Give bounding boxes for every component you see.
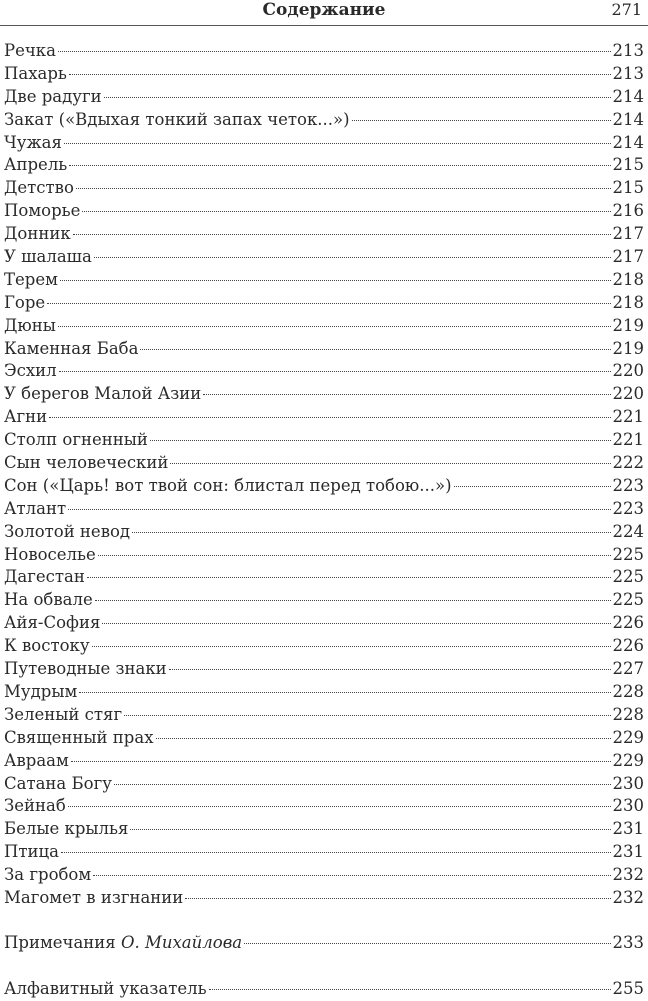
- toc-entry-title: [4, 932, 242, 955]
- dot-leader: [58, 326, 611, 327]
- toc-entry-title: За гробом: [4, 865, 92, 885]
- toc-entry[interactable]: [4, 612, 644, 635]
- dot-leader: [102, 623, 610, 624]
- toc-entry-title: Сатана Богу: [4, 773, 112, 793]
- toc-entry[interactable]: [4, 63, 644, 86]
- dot-leader: [169, 669, 611, 670]
- toc-entry-title: Золотой невод: [4, 521, 131, 541]
- page-number: 271: [611, 0, 642, 19]
- toc-entry-notes[interactable]: [4, 932, 644, 955]
- toc-entry[interactable]: [4, 315, 644, 338]
- header-divider: [0, 25, 648, 26]
- toc-entry-page: 224: [612, 521, 644, 541]
- toc-entry-title: Магомет в изгнании: [4, 887, 184, 907]
- toc-entry[interactable]: [4, 589, 644, 612]
- toc-entry[interactable]: [4, 154, 644, 177]
- dot-leader: [68, 509, 610, 510]
- toc-entry-title: На обвале: [4, 590, 93, 610]
- toc-entry[interactable]: [4, 864, 644, 887]
- toc-entry[interactable]: [4, 292, 644, 315]
- toc-entry-page: 230: [612, 773, 644, 793]
- toc-entry[interactable]: [4, 360, 644, 383]
- toc-entry-page: 232: [612, 865, 644, 885]
- toc-entry-page: 225: [612, 544, 644, 564]
- dot-leader: [59, 371, 611, 372]
- toc-entry-title: Священный прах: [4, 727, 154, 747]
- toc-entry[interactable]: [4, 200, 644, 223]
- toc-entry-title: К востоку: [4, 636, 90, 656]
- toc-entry-title: Авраам: [4, 750, 69, 770]
- dot-leader: [156, 738, 611, 739]
- dot-leader: [87, 577, 611, 578]
- toc-entry-title: Донник: [4, 224, 71, 244]
- toc-entry[interactable]: [4, 40, 644, 63]
- toc-entry-page: 255: [612, 979, 644, 998]
- toc-entry-title: Детство: [4, 178, 74, 198]
- toc-entry-page: 221: [612, 430, 644, 450]
- dot-leader: [98, 555, 611, 556]
- toc-entry-title: Путеводные знаки: [4, 659, 167, 679]
- toc-entry[interactable]: [4, 704, 644, 727]
- dot-leader: [92, 646, 611, 647]
- toc-entry-page: 223: [612, 498, 644, 518]
- toc-entry-title: Две радуги: [4, 86, 102, 106]
- toc-entry-title: Атлант: [4, 498, 67, 518]
- toc-entry[interactable]: [4, 429, 644, 452]
- dot-leader: [203, 394, 610, 395]
- toc-entry-page: 229: [612, 727, 644, 747]
- toc-entry-page: 217: [612, 247, 644, 267]
- dot-leader: [49, 417, 610, 418]
- page-title: Содержание: [262, 0, 386, 20]
- toc-entry-title: Птица: [4, 842, 59, 862]
- toc-entry-page: 219: [612, 315, 644, 335]
- toc-entry-title: Эсхил: [4, 361, 57, 381]
- toc-entry-page: 229: [612, 750, 644, 770]
- toc-entry[interactable]: [4, 223, 644, 246]
- toc-entry[interactable]: [4, 177, 644, 200]
- toc-entry-title: Белые крылья: [4, 819, 129, 839]
- toc-entry-page: 214: [612, 86, 644, 106]
- dot-leader: [95, 600, 611, 601]
- dot-leader: [69, 74, 611, 75]
- toc-entry-page: 228: [612, 681, 644, 701]
- dot-leader: [64, 143, 611, 144]
- toc-entry[interactable]: [4, 795, 644, 818]
- notes-author: О. Михайлова: [120, 933, 243, 952]
- toc-entry-title: Речка: [4, 41, 56, 60]
- toc-entry[interactable]: [4, 109, 644, 132]
- toc-entry-page: 225: [612, 590, 644, 610]
- toc-entry-page: 231: [612, 819, 644, 839]
- toc-entry-page: 225: [612, 567, 644, 587]
- toc-entry-title: Алфавитный указатель: [4, 979, 207, 998]
- toc-entry-title: Сон («Царь! вот твой сон: блистал перед тобою...»): [4, 475, 452, 495]
- toc-entry-page: 213: [612, 41, 644, 60]
- dot-leader: [454, 486, 611, 487]
- toc-entry-page: 228: [612, 704, 644, 724]
- toc-entry-title: У шалаша: [4, 247, 92, 267]
- dot-leader: [130, 829, 610, 830]
- toc-entry-page: 226: [612, 613, 644, 633]
- toc-entry[interactable]: [4, 498, 644, 521]
- toc-entry[interactable]: [4, 338, 644, 361]
- dot-leader: [352, 120, 611, 121]
- dot-leader: [124, 715, 610, 716]
- toc-entry-title: Поморье: [4, 201, 81, 221]
- toc-entry-page: 216: [612, 201, 644, 221]
- toc-entry[interactable]: [4, 246, 644, 269]
- toc-entry-page: 231: [612, 842, 644, 862]
- toc-entry[interactable]: [4, 841, 644, 864]
- dot-leader: [76, 188, 611, 189]
- toc-entry[interactable]: [4, 773, 644, 796]
- toc-entry-page: 214: [612, 109, 644, 129]
- toc-entry[interactable]: [4, 475, 644, 498]
- toc-entry-page: 218: [612, 292, 644, 312]
- toc-entry-page: 230: [612, 796, 644, 816]
- dot-leader: [140, 349, 610, 350]
- toc-entry-page: 226: [612, 636, 644, 656]
- dot-leader: [209, 989, 611, 990]
- dot-leader: [185, 898, 610, 899]
- toc-entry-title: Агни: [4, 407, 48, 427]
- dot-leader: [61, 852, 611, 853]
- toc-entry[interactable]: [4, 635, 644, 658]
- toc-entry-title: Зеленый стяг: [4, 704, 123, 724]
- toc-entry[interactable]: [4, 750, 644, 773]
- toc-entry-page: 223: [612, 475, 644, 495]
- toc-entry[interactable]: [4, 566, 644, 589]
- toc-entry[interactable]: [4, 521, 644, 544]
- toc-entry-page: 221: [612, 407, 644, 427]
- toc-entry-page: 217: [612, 224, 644, 244]
- toc-entry[interactable]: [4, 887, 644, 910]
- toc-entry-title: Новоселье: [4, 544, 96, 564]
- page-header: [0, 0, 648, 22]
- dot-leader: [69, 165, 610, 166]
- toc-entry[interactable]: [4, 132, 644, 155]
- toc-entry-title: Чужая: [4, 132, 62, 152]
- dot-leader: [60, 280, 611, 281]
- toc-entry-title: Закат («Вдыхая тонкий запах четок...»): [4, 109, 350, 129]
- toc-entry[interactable]: [4, 727, 644, 750]
- dot-leader: [104, 97, 611, 98]
- dot-leader: [68, 806, 611, 807]
- toc-entry-title: Айя-София: [4, 613, 101, 633]
- toc-entry-title: Дагестан: [4, 567, 85, 587]
- toc-entry[interactable]: [4, 86, 644, 109]
- toc-entry-page: 233: [612, 933, 644, 952]
- table-of-contents: [4, 40, 644, 910]
- dot-leader: [94, 257, 611, 258]
- toc-entry[interactable]: [4, 452, 644, 475]
- toc-entry-page: 220: [612, 384, 644, 404]
- dot-leader: [170, 463, 610, 464]
- dot-leader: [93, 875, 610, 876]
- toc-entry-title: Мудрым: [4, 681, 78, 701]
- dot-leader: [82, 211, 610, 212]
- toc-entry-page: 215: [612, 178, 644, 198]
- toc-entry-page: 220: [612, 361, 644, 381]
- dot-leader: [150, 440, 611, 441]
- toc-entry-title: Пахарь: [4, 63, 67, 83]
- toc-entry-page: 218: [612, 269, 644, 289]
- toc-entry-title: Терем: [4, 269, 58, 289]
- toc-entry[interactable]: [4, 269, 644, 292]
- toc-entry-title: Дюны: [4, 315, 56, 335]
- toc-entry[interactable]: [4, 658, 644, 681]
- toc-entry-title: У берегов Малой Азии: [4, 384, 202, 404]
- dot-leader: [71, 761, 611, 762]
- toc-entry-index[interactable]: [4, 978, 644, 1001]
- toc-entry-page: 222: [612, 453, 644, 473]
- toc-entry-title: Сын человеческий: [4, 453, 169, 473]
- dot-leader: [79, 692, 610, 693]
- toc-entry-title: Апрель: [4, 155, 68, 175]
- toc-entry[interactable]: [4, 383, 644, 406]
- toc-entry-title: Зейнаб: [4, 796, 66, 816]
- toc-entry-page: 227: [612, 659, 644, 679]
- toc-entry[interactable]: [4, 544, 644, 567]
- toc-entry-page: 213: [612, 63, 644, 83]
- toc-entry[interactable]: [4, 681, 644, 704]
- dot-leader: [114, 784, 611, 785]
- dot-leader: [58, 51, 611, 52]
- notes-label: Примечания: [4, 933, 116, 952]
- toc-entry-page: 214: [612, 132, 644, 152]
- toc-entry-page: 219: [612, 338, 644, 358]
- dot-leader: [73, 234, 611, 235]
- toc-entry-page: 232: [612, 887, 644, 907]
- toc-entry[interactable]: [4, 818, 644, 841]
- dot-leader: [132, 532, 610, 533]
- toc-entry-title: Столп огненный: [4, 430, 148, 450]
- dot-leader: [47, 303, 610, 304]
- toc-entry-title: Горе: [4, 292, 46, 312]
- toc-entry-title: Каменная Баба: [4, 338, 139, 358]
- dot-leader: [244, 943, 610, 944]
- toc-entry[interactable]: [4, 406, 644, 429]
- toc-entry-page: 215: [612, 155, 644, 175]
